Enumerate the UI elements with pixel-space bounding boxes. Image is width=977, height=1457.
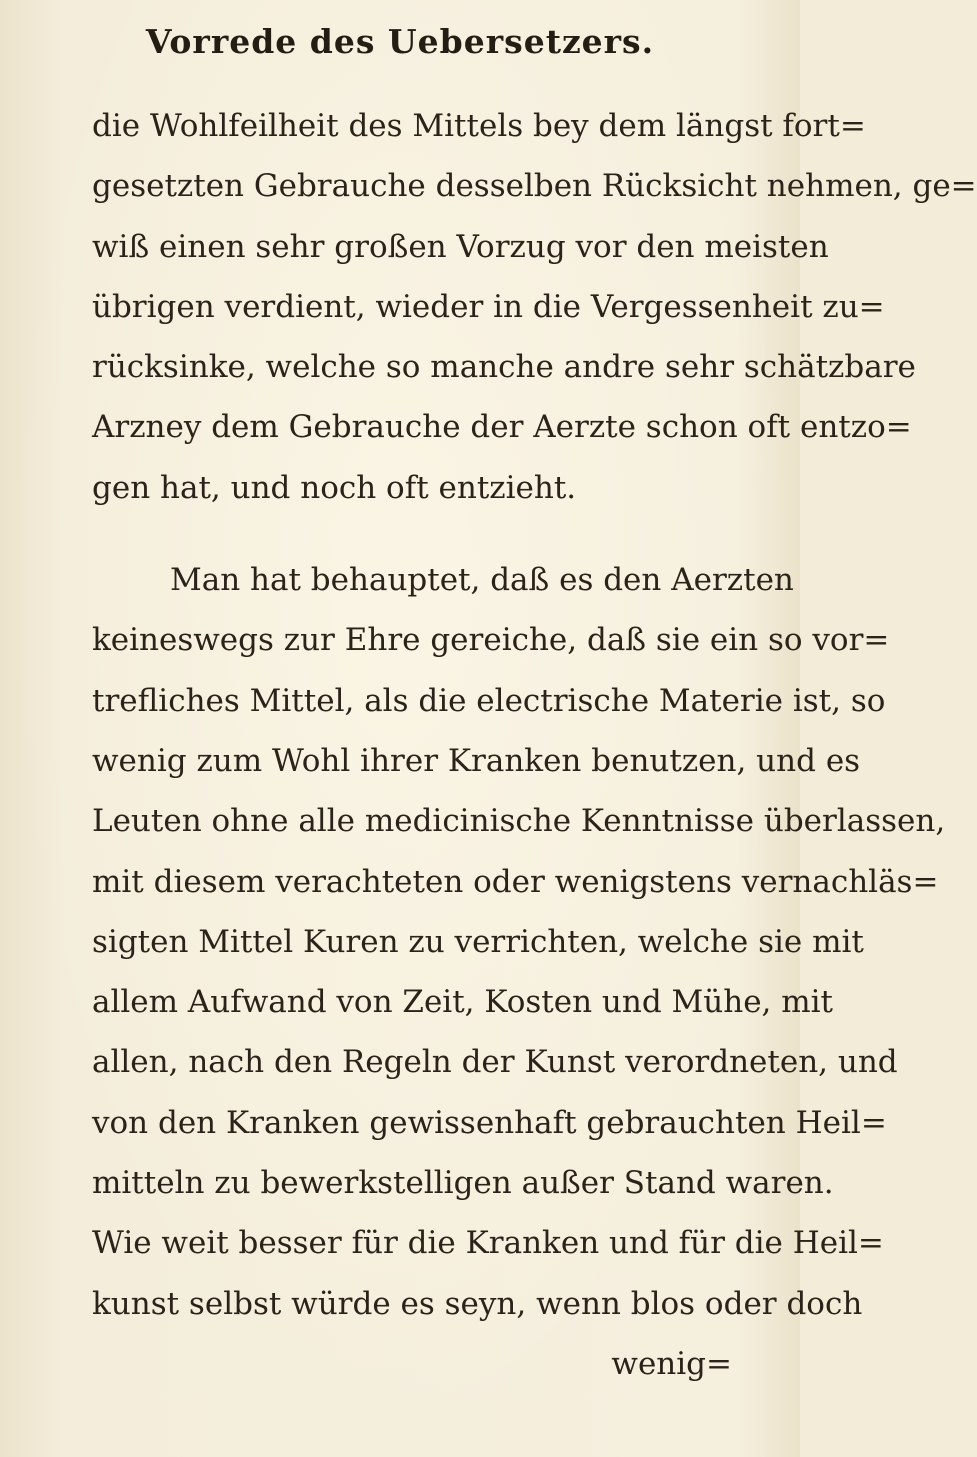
text-line: die Wohlfeilheit des Mittels bey dem längst fort= bbox=[92, 108, 866, 144]
text-line: übrigen verdient, wieder in die Vergessenheit zu= bbox=[92, 288, 885, 325]
text-line: wiß einen sehr großen Vorzug vor den meisten bbox=[92, 228, 829, 265]
text-line: gen hat, und noch oft entzieht. bbox=[92, 469, 577, 506]
text-line: kunst selbst würde es seyn, wenn blos oder doch bbox=[92, 1285, 863, 1322]
text-line: allem Aufwand von Zeit, Kosten und Mühe, mit bbox=[92, 984, 834, 1021]
text-line: trefliches Mittel, als die electrische Materie ist, so bbox=[92, 682, 886, 719]
text-line: wenig zum Wohl ihrer Kranken benutzen, und es bbox=[92, 742, 861, 779]
running-head: Vorrede des Uebersetzers. bbox=[145, 22, 655, 61]
catchword: wenig= bbox=[611, 1345, 732, 1382]
text-line: mit diesem verachteten oder wenigstens vernachläs= bbox=[92, 863, 939, 900]
text-line: Leuten ohne alle medicinische Kenntnisse überlassen, bbox=[92, 803, 946, 840]
paragraph-1 bbox=[92, 96, 977, 518]
text-block bbox=[92, 96, 977, 1394]
text-line: Wie weit besser für die Kranken und für die Heil= bbox=[92, 1225, 884, 1262]
text-line: rücksinke, welche so manche andre sehr schätzbare bbox=[92, 349, 916, 386]
text-line: sigten Mittel Kuren zu verrichten, welche sie mit bbox=[92, 923, 864, 960]
text-line: Arzney dem Gebrauche der Aerzte schon oft entzo= bbox=[92, 409, 912, 446]
paragraph-2 bbox=[92, 550, 946, 1334]
text-line: allen, nach den Regeln der Kunst verordneten, und bbox=[92, 1044, 898, 1081]
text-line: mitteln zu bewerkstelligen außer Stand waren. bbox=[92, 1165, 834, 1202]
text-line: keineswegs zur Ehre gereiche, daß sie ein so vor= bbox=[92, 622, 890, 659]
text-line: gesetzten Gebrauche desselben Rücksicht nehmen, ge= bbox=[92, 168, 977, 205]
text-line: Man hat behauptet, daß es den Aerzten bbox=[170, 562, 794, 599]
text-line: von den Kranken gewissenhaft gebrauchten Heil= bbox=[92, 1104, 887, 1141]
